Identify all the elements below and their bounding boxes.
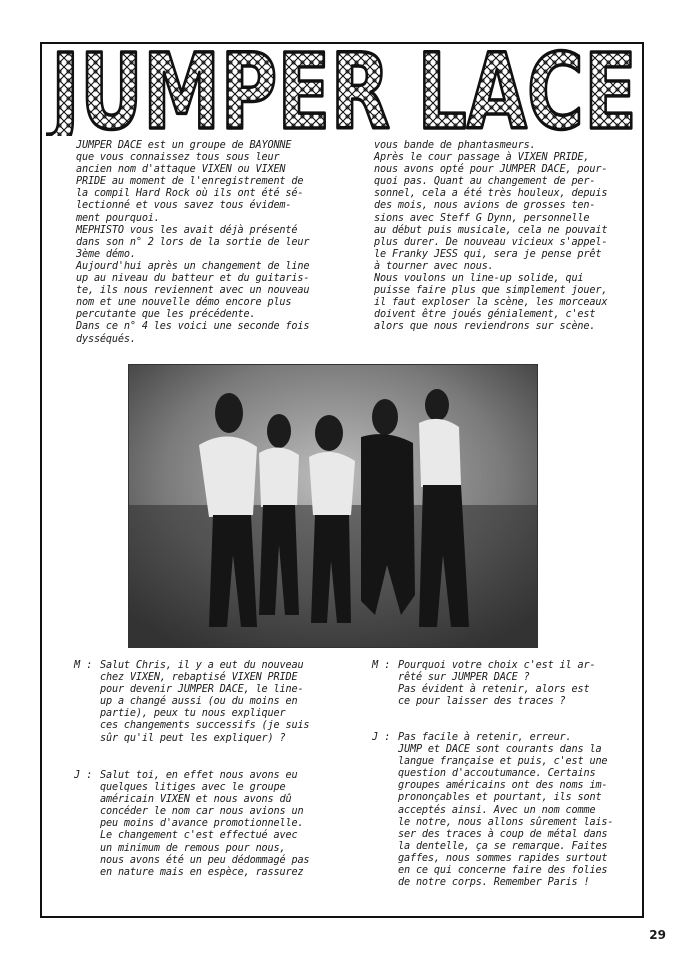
intro-left-column: JUMPER DACE est un groupe de BAYONNE que vous connaissez tous sous leur ancien nom d'attaque VIXEN ou VIXEN PRIDE au moment de l'enregistrement de la compil Hard Rock où ils ont été sé- lectionné et vous savez tous évidem- ment pourquoi. MEPHISTO vous les avait déjà présenté dans son n° 2 lors de la sortie de leur 3ème démo. Aujourd'hui après un changement de line up au niveau du batteur et du guitaris- te, ils nous reviennent avec un nouveau nom et une nouvelle démo encore plus percutante que les précédente. Dans ce n° 4 les voici une seconde fois dysséqués. [76, 140, 310, 345]
title-text: JUMPER LACE [46, 40, 637, 136]
page-number: 29 [649, 928, 666, 942]
title-banner [46, 40, 642, 136]
speaker-label: J : [74, 770, 93, 781]
band-photo [128, 364, 538, 648]
speaker-label: M : [372, 660, 391, 671]
lace-title-logo [46, 40, 642, 136]
interview-text: Salut Chris, il y a eut du nouveau chez VIXEN, rebaptisé VIXEN PRIDE pour devenir JUMPER DACE, le line- up a changé aussi (ou du moins en partie), peux tu nous expliquer ces changements successifs (je suis sûr qu'il peut les expliquer) ? [100, 660, 310, 744]
interview-text: Salut toi, en effet nous avons eu quelques litiges avec le groupe américain VIXEN et nous avons dû concéder le nom car nous avions un peu moins d'avance promotionnelle. Le changement c'est effectué avec un minimum de remous pour nous, nous avons été un peu dédommagé pas en nature mais en espèce, rassurez [100, 770, 310, 878]
speaker-label: M : [74, 660, 93, 671]
interview-text: Pas facile à retenir, erreur. JUMP et DACE sont courants dans la langue française et puis, c'est une question d'accoutumance. Certains groupes américains ont des noms im- prononçables et pourtant, ils sont acceptés ainsi. Avec un nom comme le notre, nous allons sûrement lais- ser des traces à coup de métal dans la dentelle, ça se remarque. Faites gaffes, nous sommes rapides surtout en ce qui concerne faire des folies de notre corps. Remember Paris ! [398, 732, 614, 889]
intro-right-column: vous bande de phantasmeurs. Après le cour passage à VIXEN PRIDE, nous avons opté pour JUMPER DACE, pour- quoi pas. Quant au changement de per- sonnel, cela a été très houleux, depuis des mois, nous avions de grosses ten- sions avec Steff G Dynn, personnelle au début puis musicale, cela ne pouvait plus durer. De nouveau vicieux s'appel- le Franky JESS qui, sera je pense prêt à tourner avec nous. Nous voulons un line-up solide, qui puisse faire plus que simplement jouer, il faut exploser la scène, les morceaux doivent être joués génialement, c'est alors que nous reviendrons sur scène. [374, 140, 608, 333]
speaker-label: J : [372, 732, 391, 743]
interview-text: Pourquoi votre choix c'est il ar- rêté sur JUMPER DACE ? Pas évident à retenir, alors est ce pour laisser des traces ? [398, 660, 596, 708]
